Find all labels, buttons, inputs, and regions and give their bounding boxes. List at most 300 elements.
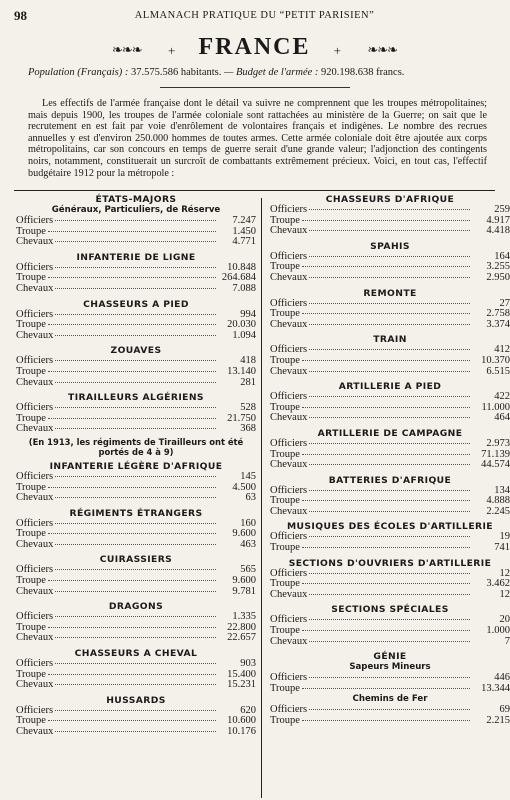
section-heading: CUIRASSIERS [99,554,173,566]
row-label: Troupe [270,495,300,507]
row-value: 13.140 [227,365,256,377]
dot-leader [55,241,216,242]
dot-leader [302,688,470,689]
table-row [16,472,256,483]
table-row [16,284,256,295]
dot-leader [55,569,216,570]
row-value: 20.030 [227,319,256,331]
effectifs-table [14,190,510,800]
intro-paragraph [28,98,487,179]
dot-leader [309,256,470,257]
dot-leader [55,637,216,638]
right-column [270,190,510,727]
section-subheading: Chemins de Fer [352,694,428,705]
row-value: 464 [494,412,510,424]
row-label: Troupe [16,319,46,331]
table-row [270,367,510,378]
row-label: Troupe [270,682,300,694]
dot-leader [309,396,470,397]
table-row [270,345,510,356]
section-block [16,648,256,691]
dot-leader [309,677,470,678]
budget-label: — Budget de l'armée : [224,67,319,78]
dot-leader [55,616,216,617]
table-row [16,587,256,598]
table-row [270,486,510,497]
table-row [270,543,510,554]
dot-leader [309,209,470,210]
title-divider [160,87,350,88]
section-heading: CHASSEURS D'AFRIQUE [325,194,455,205]
table-row [270,226,510,237]
dot-leader [48,371,216,372]
section-block [16,299,256,342]
dot-leader [309,490,470,491]
dot-leader [48,533,216,534]
row-label: Troupe [16,575,46,587]
row-value: 145 [240,470,256,482]
dot-leader [309,303,470,304]
row-value: 19 [499,531,510,543]
row-value: 44.574 [481,459,510,471]
section-note: (En 1913, les régiments de Tirailleurs ont été portés de 4 à 9) [28,436,244,457]
dot-leader [48,418,216,419]
table-row [270,299,510,310]
page-header [14,6,495,26]
section-block [16,194,256,248]
ornament-left-icon: ❧❧❧ [112,42,142,57]
row-value: 63 [245,492,256,504]
section-block [270,241,510,284]
row-label: Chevaux [16,492,54,504]
row-label: Troupe [16,715,46,727]
row-label: Troupe [16,412,46,424]
section-block [270,558,510,601]
row-label: Troupe [16,272,46,284]
row-label: Chevaux [270,225,308,237]
row-label: Officiers [16,215,54,226]
section-block [16,345,256,388]
row-value: 134 [494,484,510,496]
row-label: Troupe [270,401,300,413]
row-value: 164 [494,250,510,262]
row-value: 620 [240,704,256,716]
section-heading: SPAHIS [370,240,410,252]
row-label: Troupe [270,448,300,460]
row-label: Officiers [270,344,308,356]
dot-leader [55,523,216,524]
section-heading: REMONTE [363,287,417,299]
table-row [270,507,510,518]
row-value: 71.139 [481,448,510,460]
intro-text: Les effectifs de l'armée française dont le détail va suivre ne comprennent que les troupes métropolitaines; mais depuis 1900, les troupes de l'armée coloniale sont rattachées au ministère de la Guerre; on sait que le recrutement en est fait par voie d'enrôlement de volontaires français et indigènes. Le nombre des recrues annuelles y est d'environ 250.000 hommes de toutes armes. Cette armée coloniale doit être ajoutée aux corps métropolitains, car son concours en temps de guerre serait d'une grande valeur; l'adjonction des contingents noirs, notamment, constituerait un surcroît de combattants extrêmement précieux. Voici, en tout cas, l'effectif budgétaire 1912 pour la métropole : [28,98,487,179]
dot-leader [55,360,216,361]
population-line [28,67,495,78]
dot-leader [55,428,216,429]
table-row [270,673,510,684]
row-value: 1.450 [232,225,256,237]
table-row [16,356,256,367]
row-label: Chevaux [16,423,54,435]
table-row [270,684,510,695]
table-row [270,532,510,543]
running-title: ALMANACH PRATIQUE DU “PETIT PARISIEN” [134,10,375,21]
row-value: 3.374 [486,318,510,330]
row-value: 2.215 [486,715,510,726]
dot-leader [48,720,216,721]
table-row [270,637,510,648]
row-label: Chevaux [16,585,54,597]
row-value: 3.462 [486,578,510,590]
row-label: Troupe [270,261,300,273]
row-label: Chevaux [270,505,308,517]
row-value: 10.370 [481,354,510,366]
row-label: Chevaux [16,679,54,691]
dot-leader [302,630,470,631]
row-value: 418 [240,355,256,367]
dot-leader [48,627,216,628]
section-heading: ARTILLERIE A PIED [338,381,442,393]
row-label: Chevaux [270,412,308,424]
table-row [270,320,510,331]
dot-leader [55,544,216,545]
dot-leader [302,220,470,221]
row-value: 4.500 [232,481,256,493]
dot-leader [48,580,216,581]
row-label: Troupe [16,481,46,493]
row-value: 741 [494,542,510,554]
table-row [270,460,510,471]
row-label: Officiers [270,250,308,262]
row-value: 528 [240,402,256,414]
row-value: 9.781 [232,585,256,597]
page-title: FRANCE [198,34,311,60]
row-label: Officiers [270,704,308,716]
section-heading: SECTIONS D'OUVRIERS D'ARTILLERIE [288,557,492,569]
table-row [16,493,256,504]
dot-leader [309,573,470,574]
row-label: Officiers [16,308,54,320]
dot-leader [309,511,470,512]
section-subheading: Sapeurs Mineurs [349,662,431,673]
row-label: Troupe [16,225,46,237]
dot-leader [302,454,470,455]
section-block [270,651,510,694]
section-block [270,521,510,553]
title-bar [0,34,509,64]
row-value: 903 [240,658,256,670]
row-value: 2.950 [486,271,510,283]
dot-leader [55,731,216,732]
dot-leader [55,591,216,592]
row-value: 20 [499,614,510,626]
row-label: Troupe [270,542,300,554]
row-label: Officiers [16,470,54,482]
row-value: 3.255 [486,261,510,273]
table-row [16,263,256,274]
row-value: 7.088 [232,282,256,294]
row-label: Chevaux [16,632,54,644]
row-label: Officiers [16,261,54,273]
table-row [16,310,256,321]
row-label: Chevaux [270,271,308,283]
dot-leader [55,407,216,408]
table-row [16,612,256,623]
row-label: Troupe [270,308,300,320]
dot-leader [309,594,470,595]
section-heading: TIRAILLEURS ALGÉRIENS [68,392,204,404]
section-block [16,695,256,738]
row-value: 10.176 [227,726,256,737]
section-block [270,334,510,377]
table-row [16,565,256,576]
row-value: 69 [499,704,510,716]
section-heading: INFANTERIE DE LIGNE [76,251,196,263]
row-value: 15.400 [227,668,256,680]
table-row [270,356,510,367]
dot-leader [309,349,470,350]
section-heading: MUSIQUES DES ÉCOLES D'ARTILLERIE [287,521,493,533]
table-row [16,237,256,248]
dot-leader [55,220,216,221]
section-heading: GÉNIE [373,651,407,663]
dot-leader [309,417,470,418]
row-label: Officiers [16,658,54,670]
row-label: Officiers [16,355,54,367]
dot-leader [55,267,216,268]
dot-leader [55,684,216,685]
row-label: Officiers [16,564,54,576]
dot-leader [48,487,216,488]
table-row [270,569,510,580]
ornament-right-icon: ❧❧❧ [367,42,397,57]
table-row [16,216,256,227]
dot-leader [302,407,470,408]
dot-leader [48,277,216,278]
dot-leader [309,443,470,444]
dot-leader [309,371,470,372]
row-value: 1.335 [232,611,256,623]
row-value: 21.750 [227,412,256,424]
table-row [16,378,256,389]
row-label: Chevaux [16,236,54,248]
row-value: 2.245 [486,505,510,517]
row-label: Chevaux [16,726,54,737]
row-label: Chevaux [270,588,308,600]
row-value: 4.888 [486,495,510,507]
section-heading: RÉGIMENTS ÉTRANGERS [69,507,203,519]
section-block [270,194,510,237]
dot-leader [309,230,470,231]
section-heading: DRAGONS [108,601,164,613]
row-value: 259 [494,204,510,215]
table-row [16,519,256,530]
section-heading: CHASSEURS A CHEVAL [74,648,198,660]
dot-leader [309,641,470,642]
row-value: 15.231 [227,679,256,691]
budget-value: 920.198.638 francs. [321,67,405,78]
row-value: 10.848 [227,261,256,273]
row-value: 7 [504,635,510,647]
dot-leader [302,720,470,721]
dot-leader [309,277,470,278]
dot-leader [55,497,216,498]
section-subheading: Généraux, Particuliers, de Réserve [51,205,221,215]
population-value: 37.575.586 habitants. [130,67,222,78]
table-row [270,716,510,727]
section-block [270,288,510,331]
table-row [16,706,256,717]
row-label: Troupe [270,625,300,637]
row-value: 22.657 [227,632,256,644]
row-value: 1.094 [232,329,256,341]
section-block [16,461,256,504]
table-row [16,367,256,378]
row-label: Officiers [16,517,54,529]
section-heading: ZOUAVES [110,345,162,357]
row-label: Chevaux [270,318,308,330]
table-row [270,205,510,216]
table-row [270,413,510,424]
column-divider [261,198,262,798]
dot-leader [309,619,470,620]
section-block [270,428,510,471]
table-row [16,727,256,738]
section-heading: INFANTERIE LÉGÈRE D'AFRIQUE [49,460,223,472]
dot-leader [55,710,216,711]
row-value: 22.800 [227,621,256,633]
section-block [16,601,256,644]
row-label: Chevaux [16,538,54,550]
row-label: Troupe [16,528,46,540]
row-value: 27 [499,297,510,309]
row-label: Officiers [270,672,308,684]
row-label: Officiers [270,614,308,626]
row-label: Officiers [270,484,308,496]
row-label: Officiers [270,437,308,449]
dot-leader [302,500,470,501]
row-label: Officiers [270,391,308,403]
row-value: 6.515 [486,365,510,377]
page-number: 98 [14,8,27,23]
row-label: Officiers [270,297,308,309]
section-block [270,475,510,518]
row-value: 10.600 [227,715,256,727]
section-block [16,554,256,597]
section-block [16,508,256,551]
row-label: Officiers [16,611,54,623]
table-row [270,439,510,450]
dot-leader [309,464,470,465]
cross-left-icon: + [168,43,176,58]
dot-leader [302,583,470,584]
section-block [16,392,256,457]
dot-leader [55,663,216,664]
row-label: Officiers [270,567,308,579]
section-heading: CHASSEURS A PIED [83,298,189,310]
section-heading: ÉTATS-MAJORS [95,194,177,205]
row-label: Troupe [16,621,46,633]
row-value: 463 [240,538,256,550]
table-row [16,331,256,342]
dot-leader [309,324,470,325]
table-row [270,252,510,263]
row-label: Chevaux [270,365,308,377]
row-value: 446 [494,672,510,684]
row-value: 368 [240,423,256,435]
row-value: 4.771 [232,236,256,248]
row-value: 9.600 [232,528,256,540]
row-value: 2.973 [486,437,510,449]
dot-leader [48,231,216,232]
section-block [270,604,510,647]
dot-leader [48,674,216,675]
table-row [16,633,256,644]
section-heading: BATTERIES D'AFRIQUE [328,474,452,486]
row-value: 1.000 [486,625,510,637]
dot-leader [302,547,470,548]
left-column [16,190,256,738]
row-value: 2.758 [486,308,510,320]
row-value: 412 [494,344,510,356]
dot-leader [309,709,470,710]
row-value: 13.344 [481,682,510,694]
row-label: Officiers [270,531,308,543]
row-value: 281 [240,376,256,388]
row-value: 9.600 [232,575,256,587]
table-row [270,273,510,284]
table-row [16,540,256,551]
row-value: 4.418 [486,225,510,237]
section-block [16,252,256,295]
row-value: 565 [240,564,256,576]
table-row [270,615,510,626]
row-value: 994 [240,308,256,320]
dot-leader [55,382,216,383]
dot-leader [302,313,470,314]
row-label: Troupe [270,715,300,726]
row-label: Troupe [270,354,300,366]
table-row [16,424,256,435]
row-label: Chevaux [16,282,54,294]
dot-leader [302,266,470,267]
row-label: Officiers [16,402,54,414]
dot-leader [55,288,216,289]
section-block [270,694,510,726]
row-label: Chevaux [270,459,308,471]
row-label: Chevaux [16,329,54,341]
dot-leader [48,324,216,325]
table-row [16,403,256,414]
section-heading: TRAIN [373,334,407,346]
section-heading: ARTILLERIE DE CAMPAGNE [317,427,463,439]
table-row [16,659,256,670]
table-row [270,590,510,601]
cross-right-icon: + [333,43,341,58]
row-value: 12 [499,567,510,579]
population-label: Population (Français) : [28,67,129,78]
row-value: 422 [494,391,510,403]
row-value: 160 [240,517,256,529]
dot-leader [55,335,216,336]
row-value: 264.684 [221,272,256,284]
row-label: Chevaux [16,376,54,388]
table-row [16,680,256,691]
row-value: 4.917 [486,214,510,226]
row-label: Troupe [16,668,46,680]
dot-leader [55,314,216,315]
section-heading: HUSSARDS [106,694,166,706]
